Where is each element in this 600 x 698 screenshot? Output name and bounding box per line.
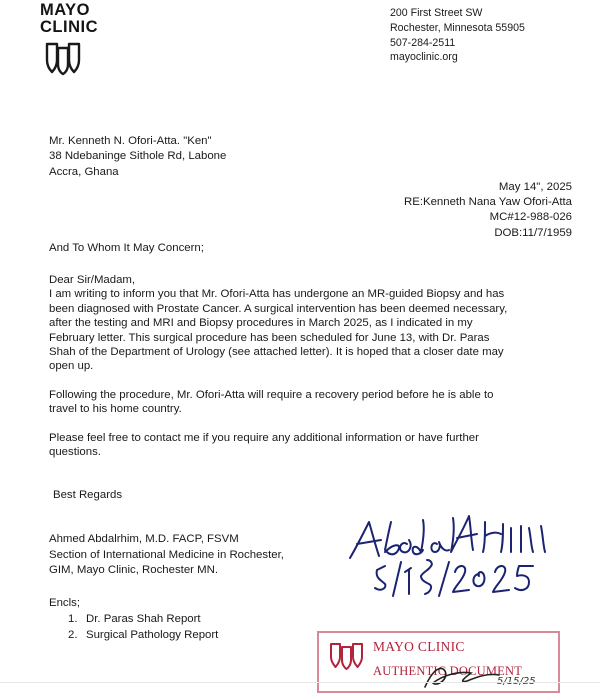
paragraph-1	[49, 287, 554, 373]
reference-block	[404, 180, 572, 241]
p2-line: Following the procedure, Mr. Ofori-Atta will require a recovery period before he is able to	[49, 388, 494, 401]
address-city: Rochester, Minnesota 55905	[390, 21, 525, 34]
logo-line-clinic: CLINIC	[40, 18, 98, 36]
enclosure-text: Surgical Pathology Report	[86, 628, 219, 641]
p1-line: February letter. This surgical procedure has been scheduled for June 13, with Dr. Paras	[49, 331, 490, 344]
stamp-initials-scribble	[419, 661, 509, 696]
p2-line: travel to his home country.	[49, 403, 182, 416]
paragraph-2	[49, 388, 554, 417]
salutation: Dear Sir/Madam,	[49, 274, 136, 286]
recipient-city: Accra, Ghana	[49, 165, 119, 178]
signatory-org: GIM, Mayo Clinic, Rochester MN.	[49, 564, 218, 577]
letter-body	[49, 273, 554, 459]
p1-line: Shah of the Department of Urology (see attached letter). It is hoped that a closer date may	[49, 346, 504, 359]
re-line: RE:Kenneth Nana Yaw Ofori-Atta	[404, 196, 572, 209]
list-item	[68, 612, 218, 628]
logo-line-mayo: MAYO	[40, 1, 90, 19]
page-edge-divider	[0, 682, 600, 683]
signatory-name: Ahmed Abdalrhim, M.D. FACP, FSVM	[49, 533, 239, 545]
p1-line: I am writing to inform you that Mr. Ofori-Atta has undergone an MR-guided Biopsy and has	[49, 288, 505, 301]
recipient-address	[49, 134, 226, 180]
enclosures-list	[68, 612, 218, 643]
enclosure-number: 2.	[68, 628, 78, 641]
letter-date: May 14", 2025	[498, 181, 572, 193]
address-website: mayoclinic.org	[390, 51, 458, 64]
letterhead-logo-text	[40, 2, 98, 36]
signatory-block	[49, 532, 284, 579]
clinic-address-block	[390, 6, 525, 65]
enclosure-number: 1.	[68, 613, 78, 625]
mayo-shield-logo-icon	[44, 40, 82, 81]
stamp-subtitle: AUTHENTIC DOCUMENT	[373, 664, 523, 678]
list-item	[68, 628, 218, 644]
mc-number: MC#12-988-026	[489, 211, 572, 224]
enclosure-text: Dr. Paras Shah Report	[86, 613, 201, 625]
address-street: 200 First Street SW	[390, 7, 483, 19]
enclosures-label: Encls;	[49, 597, 81, 609]
p1-line: been diagnosed with Prostate Cancer. A surgical intervention has been deemed necessary,	[49, 302, 508, 315]
p1-line: open up.	[49, 360, 94, 373]
p3-line: Please feel free to contact me if you require any additional information or have further	[49, 431, 479, 444]
stamp-shield-logo-icon	[329, 641, 365, 676]
authentic-document-stamp	[317, 631, 560, 693]
paragraph-3	[49, 431, 554, 460]
p3-line: questions.	[49, 446, 101, 459]
signatory-dept: Section of International Medicine in Rochester,	[49, 548, 284, 561]
p1-line: after the testing and MRI and Biopsy procedures in March 2025, as I indicated in my	[49, 317, 473, 330]
address-phone: 507-284-2511	[390, 36, 456, 49]
dob-line: DOB:11/7/1959	[494, 226, 572, 239]
recipient-name: Mr. Kenneth N. Ofori-Atta. "Ken"	[49, 135, 212, 147]
concern-line: And To Whom It May Concern;	[49, 242, 204, 254]
recipient-street: 38 Ndebaninge Sithole Rd, Labone	[49, 150, 227, 163]
closing: Best Regards	[53, 489, 123, 501]
stamp-title: MAYO CLINIC	[373, 639, 465, 654]
handwritten-signature	[345, 500, 580, 605]
